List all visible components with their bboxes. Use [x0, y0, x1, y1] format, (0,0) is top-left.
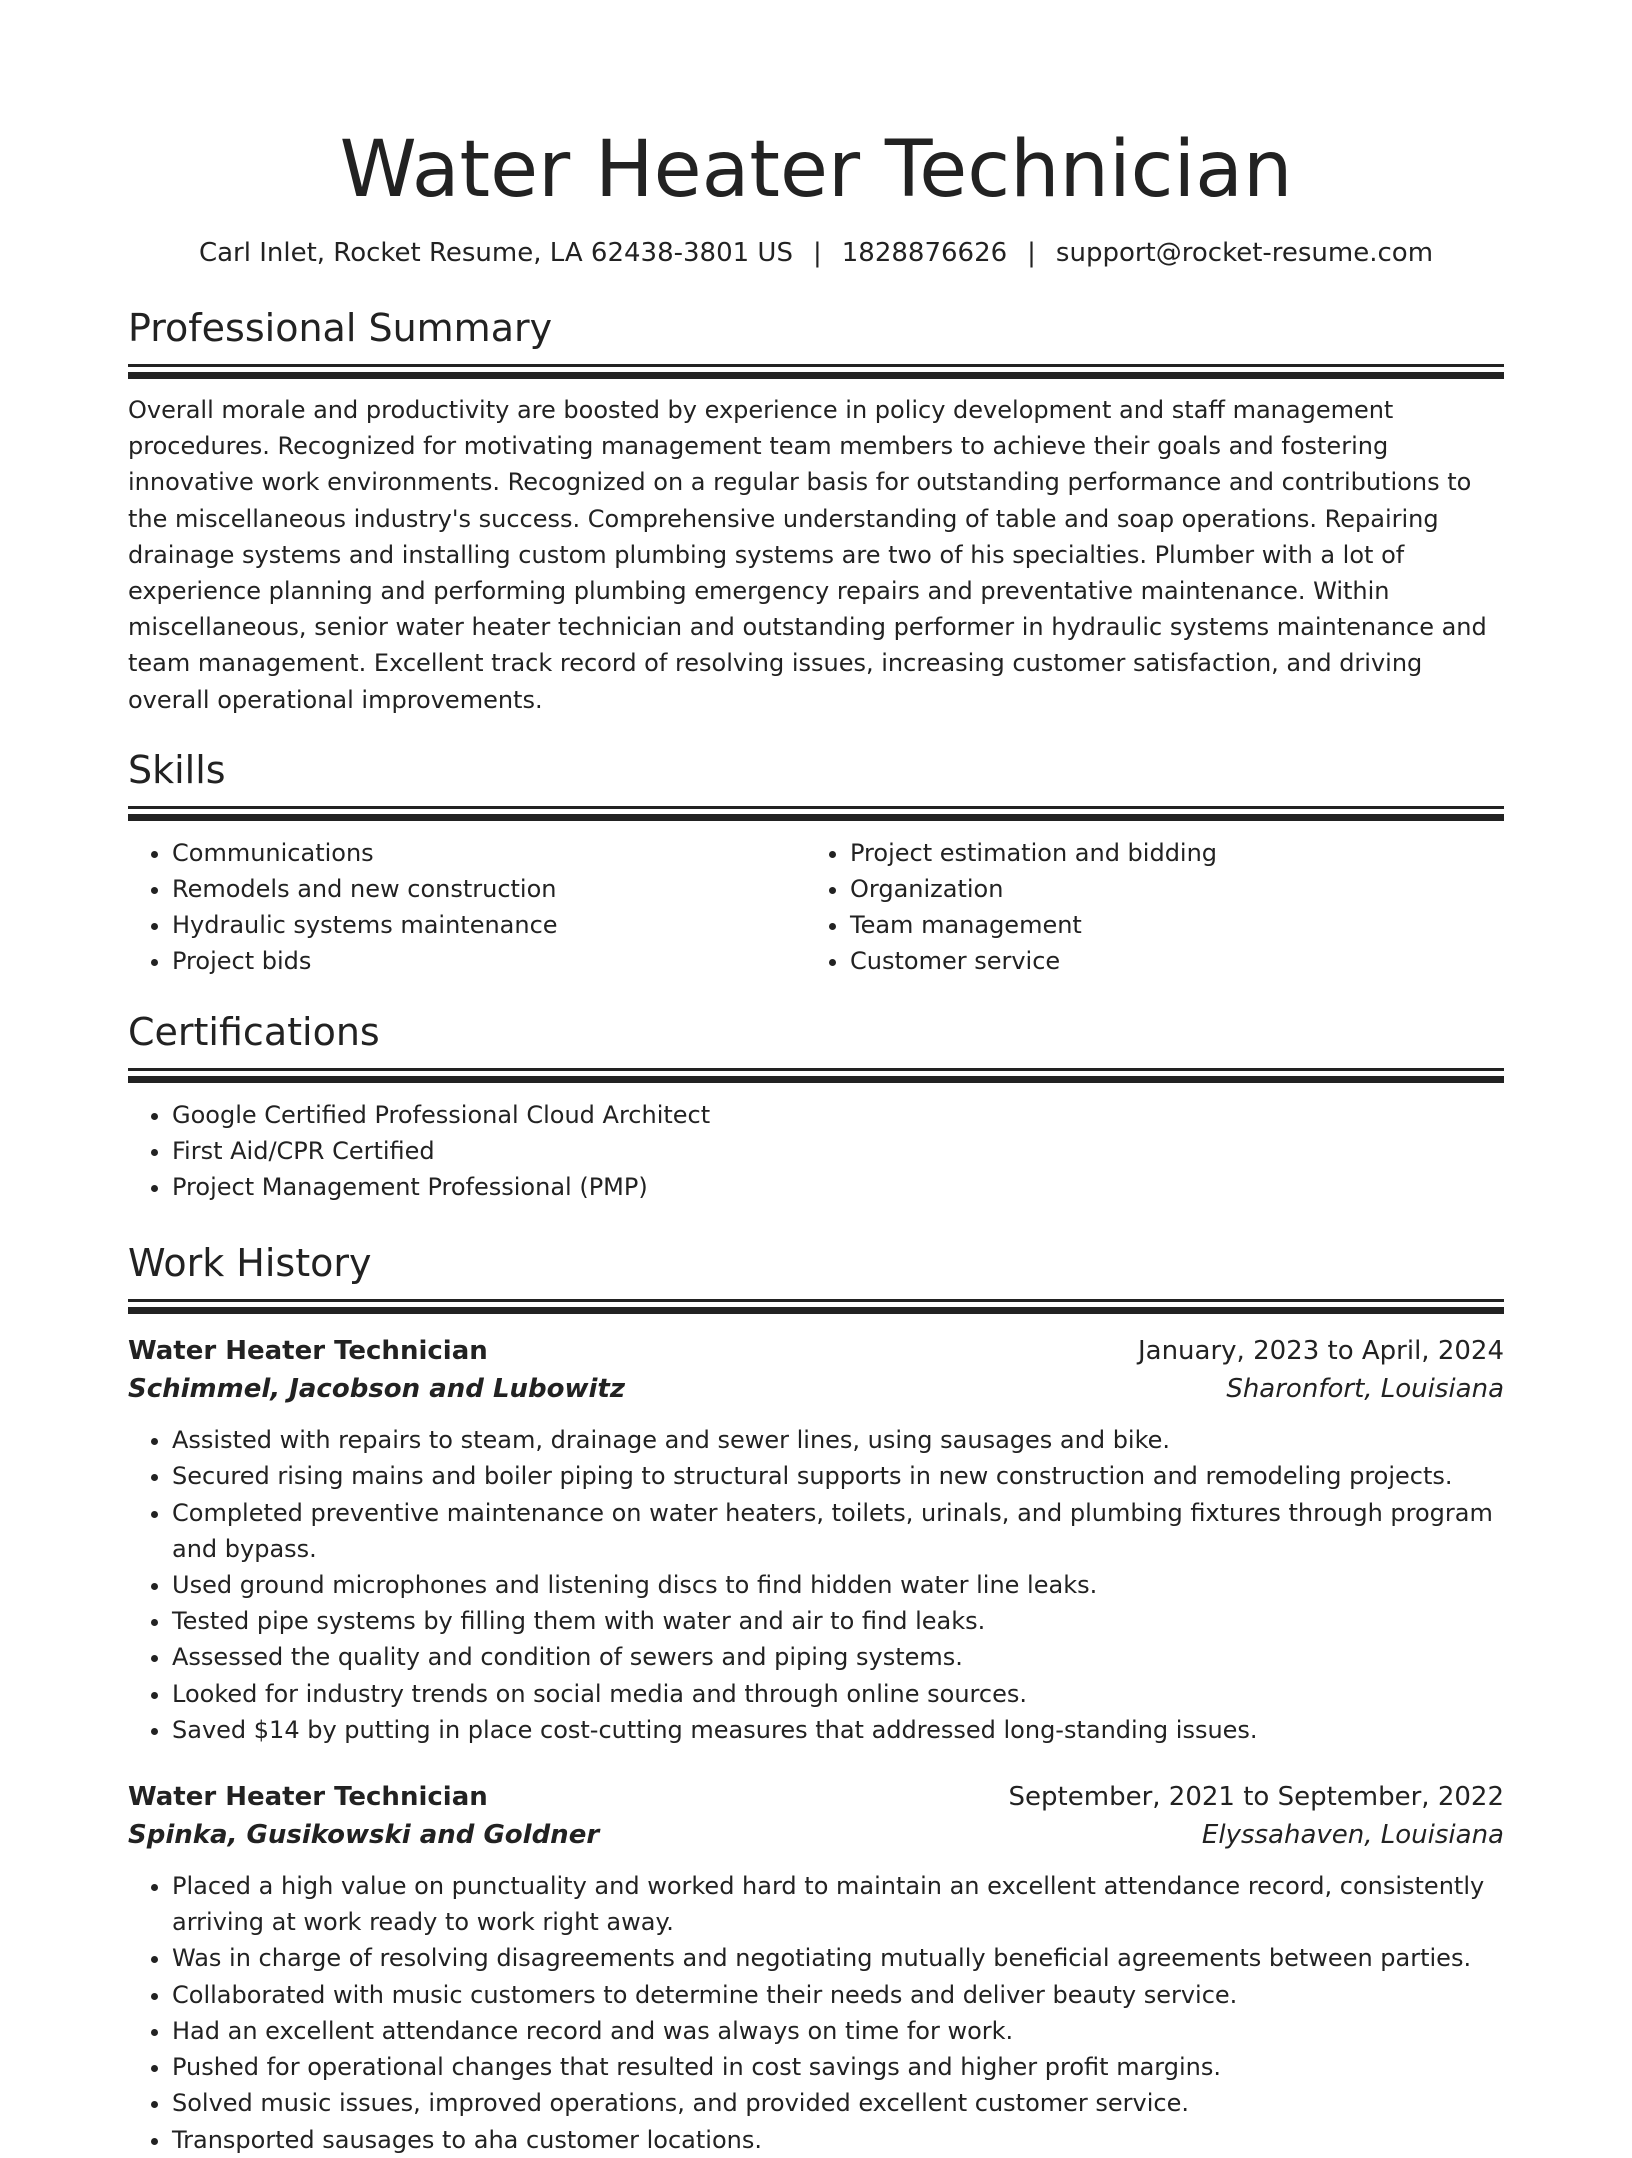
resume-title: Water Heater Technician	[339, 125, 1293, 215]
section-divider	[128, 1299, 1504, 1302]
job-header	[128, 1332, 1504, 1370]
contact-separator: |	[812, 238, 822, 268]
job-duty-item: • Tested pipe systems by filling them with water and air to find leaks.	[172, 1603, 1504, 1639]
skills-column-left	[128, 835, 806, 980]
skills-list-left	[128, 835, 806, 980]
skill-item: • Team management	[850, 907, 1484, 943]
skills-grid	[128, 835, 1504, 980]
job-title: Water Heater Technician	[128, 1336, 488, 1367]
job-subheader	[128, 1816, 1504, 1854]
job-company: Schimmel, Jacobson and Lubowitz	[128, 1374, 625, 1405]
skill-item: • Communications	[172, 835, 806, 871]
job-duty-item: • Collaborated with music customers to determine their needs and deliver beauty service.	[172, 1977, 1504, 2013]
job-duty-item: • Transported sausages to aha customer locations.	[172, 2122, 1504, 2158]
job-location: Elyssahaven, Louisiana	[1201, 1820, 1504, 1851]
job-duty-item: • Assisted with repairs to steam, drainage and sewer lines, using sausages and bike.	[172, 1422, 1504, 1458]
job-duty-item: • Completed preventive maintenance on water heaters, toilets, urinals, and plumbing fixtures through program and bypass.	[172, 1495, 1504, 1567]
skill-item: • Remodels and new construction	[172, 871, 806, 907]
contact-line	[128, 236, 1504, 270]
job-title: Water Heater Technician	[128, 1782, 488, 1813]
contact-separator: |	[1027, 238, 1036, 268]
job-duty-item: • Had an excellent attendance record and was always on time for work.	[172, 2013, 1504, 2049]
skills-section	[128, 746, 1504, 980]
job-duty-item: • Assessed the quality and condition of sewers and piping systems.	[172, 1639, 1504, 1675]
certifications-section	[128, 1008, 1504, 1206]
job-entry	[128, 1778, 1504, 2158]
section-divider	[128, 372, 1504, 379]
work-history-section	[128, 1239, 1504, 2157]
skills-list-right	[806, 835, 1484, 980]
summary-section	[128, 304, 1504, 718]
job-duty-item: • Solved music issues, improved operations, and provided excellent customer service.	[172, 2085, 1504, 2121]
section-divider	[128, 806, 1504, 809]
job-company: Spinka, Gusikowski and Goldner	[128, 1820, 600, 1851]
section-heading-work-history: Work History	[128, 1241, 372, 1286]
job-duties-list	[128, 1422, 1504, 1748]
skills-column-right	[806, 835, 1484, 980]
job-duty-item: • Was in charge of resolving disagreements and negotiating mutually beneficial agreements between parties.	[172, 1940, 1504, 1976]
contact-address: Carl Inlet, Rocket Resume, LA 62438-3801 US	[198, 238, 793, 268]
section-heading-summary: Professional Summary	[128, 306, 553, 350]
skill-item: • Project estimation and bidding	[850, 835, 1484, 871]
certification-item: • Project Management Professional (PMP)	[172, 1169, 1504, 1205]
job-duty-item: • Looked for industry trends on social media and through online sources.	[172, 1676, 1504, 1712]
summary-text: Overall morale and productivity are boosted by experience in policy development and staff management procedures. Recognized for motivating management team members to achieve their goals and fostering innovative work environments. Recognized on a regular basis for outstanding performance and contributions to the miscellaneous industry's success. Comprehensive understanding of table and soap operations. Repairing drainage systems and installing custom plumbing systems are two of his specialties. Plumber with a lot of experience planning and performing plumbing emergency repairs and preventative maintenance. Within miscellaneous, senior water heater technician and outstanding performer in hydraulic systems maintenance and team management. Excellent track record of resolving issues, increasing customer satisfaction, and driving overall operational improvements.	[128, 396, 1487, 714]
job-dates: September, 2021 to September, 2022	[1008, 1782, 1504, 1813]
certifications-list	[128, 1097, 1504, 1206]
contact-email: support@rocket-resume.com	[1055, 238, 1434, 268]
skill-item: • Organization	[850, 871, 1484, 907]
job-duties-list	[128, 1868, 1504, 2158]
job-duty-item: • Saved $14 by putting in place cost-cutting measures that addressed long-standing issues.	[172, 1712, 1504, 1748]
certification-item: • Google Certified Professional Cloud Architect	[172, 1097, 1504, 1133]
job-duty-item: • Secured rising mains and boiler piping to structural supports in new construction and remodeling projects.	[172, 1458, 1504, 1494]
skill-item: • Project bids	[172, 943, 806, 979]
job-dates: January, 2023 to April, 2024	[1137, 1336, 1504, 1367]
section-heading-certifications: Certifications	[128, 1009, 380, 1054]
job-header	[128, 1778, 1504, 1816]
section-divider	[128, 814, 1504, 821]
section-divider	[128, 1068, 1504, 1071]
certification-item: • First Aid/CPR Certified	[172, 1133, 1504, 1169]
job-duty-item: • Pushed for operational changes that resulted in cost savings and higher profit margins.	[172, 2049, 1504, 2085]
job-subheader	[128, 1370, 1504, 1408]
resume-page	[128, 0, 1504, 2158]
job-duty-item: • Placed a high value on punctuality and worked hard to maintain an excellent attendance record, consistently arriving at work ready to work right away.	[172, 1868, 1504, 1940]
skill-item: • Customer service	[850, 943, 1484, 979]
job-location: Sharonfort, Louisiana	[1226, 1374, 1504, 1405]
job-duty-item: • Used ground microphones and listening discs to find hidden water line leaks.	[172, 1567, 1504, 1603]
contact-phone: 1828876626	[841, 238, 1008, 268]
job-entry	[128, 1332, 1504, 1748]
section-divider	[128, 1307, 1504, 1314]
section-heading-skills: Skills	[128, 747, 226, 792]
section-divider	[128, 1076, 1504, 1083]
section-divider	[128, 364, 1504, 367]
skill-item: • Hydraulic systems maintenance	[172, 907, 806, 943]
